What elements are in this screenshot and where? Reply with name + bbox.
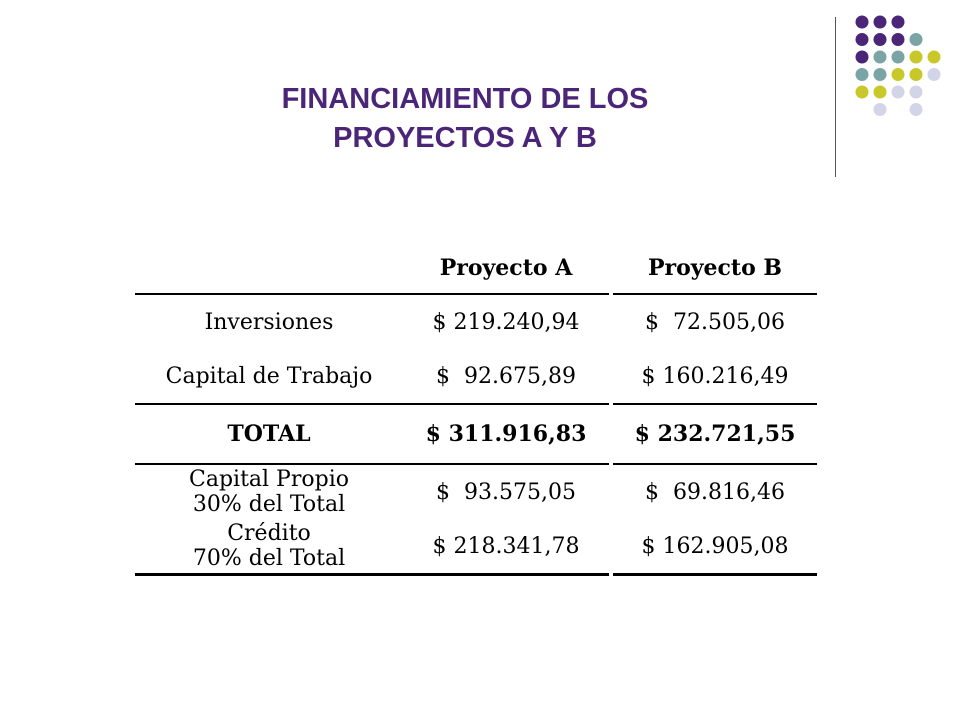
table-row-total bbox=[135, 404, 817, 464]
value-proyecto-a: $ 92.675,89 bbox=[403, 349, 611, 404]
slide-title-line-1: FINANCIAMIENTO DE LOS bbox=[281, 83, 649, 115]
slide-title bbox=[200, 80, 730, 158]
value-proyecto-a: $ 311.916,83 bbox=[403, 404, 611, 464]
decorative-dot bbox=[856, 16, 869, 29]
value-proyecto-b: $ 69.816,46 bbox=[611, 464, 817, 519]
decorative-dot bbox=[874, 103, 887, 116]
header-label-cell bbox=[135, 243, 403, 294]
decorative-dot bbox=[874, 68, 887, 81]
row-label: Capital de Trabajo bbox=[135, 349, 403, 404]
row-label-line-2: 70% del Total bbox=[192, 546, 346, 571]
table-row-capital-de-trabajo bbox=[135, 349, 817, 404]
table-header-row bbox=[135, 243, 817, 294]
decorative-dot bbox=[892, 33, 905, 46]
decorative-dot bbox=[856, 68, 869, 81]
header-proyecto-a: Proyecto A bbox=[403, 243, 611, 294]
decorative-dot bbox=[892, 86, 905, 99]
row-label: Inversiones bbox=[204, 309, 334, 335]
decorative-dot bbox=[874, 86, 887, 99]
decorative-dot bbox=[910, 86, 923, 99]
decorative-dot bbox=[856, 86, 869, 99]
decorative-dot bbox=[874, 16, 887, 29]
decorative-dot bbox=[856, 51, 869, 64]
decorative-vertical-line bbox=[835, 17, 836, 177]
row-label-line-1: Capital Propio bbox=[189, 467, 349, 492]
row-label-line-2: 30% del Total bbox=[192, 492, 346, 517]
decorative-dot bbox=[874, 33, 887, 46]
header-proyecto-b: Proyecto B bbox=[611, 243, 817, 294]
table-row-credito bbox=[135, 519, 817, 575]
slide-title-line-2: PROYECTOS A Y B bbox=[333, 122, 597, 154]
decorative-dot bbox=[892, 51, 905, 64]
decorative-dot bbox=[892, 16, 905, 29]
value-proyecto-a: $ 218.341,78 bbox=[403, 519, 611, 575]
decorative-dot bbox=[910, 103, 923, 116]
value-proyecto-b: $ 160.216,49 bbox=[611, 349, 817, 404]
value-proyecto-a: $ 93.575,05 bbox=[436, 479, 576, 505]
value-proyecto-a: $ 219.240,94 bbox=[432, 309, 580, 335]
value-proyecto-b: $ 162.905,08 bbox=[611, 519, 817, 575]
decorative-dot bbox=[910, 68, 923, 81]
row-label bbox=[135, 464, 403, 519]
decorative-dot bbox=[928, 51, 941, 64]
row-label-line-1: Crédito bbox=[227, 521, 311, 546]
decorative-dot bbox=[856, 33, 869, 46]
decorative-dot bbox=[910, 51, 923, 64]
decorative-dot bbox=[874, 51, 887, 64]
row-label bbox=[135, 519, 403, 575]
table-row-capital-propio bbox=[135, 464, 817, 519]
value-proyecto-b: $ 232.721,55 bbox=[611, 404, 817, 464]
decorative-dot bbox=[928, 68, 941, 81]
row-label: TOTAL bbox=[135, 404, 403, 464]
financing-table bbox=[135, 243, 817, 576]
table-row-inversiones bbox=[135, 294, 817, 349]
decorative-dot bbox=[892, 68, 905, 81]
decorative-dot bbox=[910, 33, 923, 46]
value-proyecto-b: $ 72.505,06 bbox=[611, 294, 817, 349]
